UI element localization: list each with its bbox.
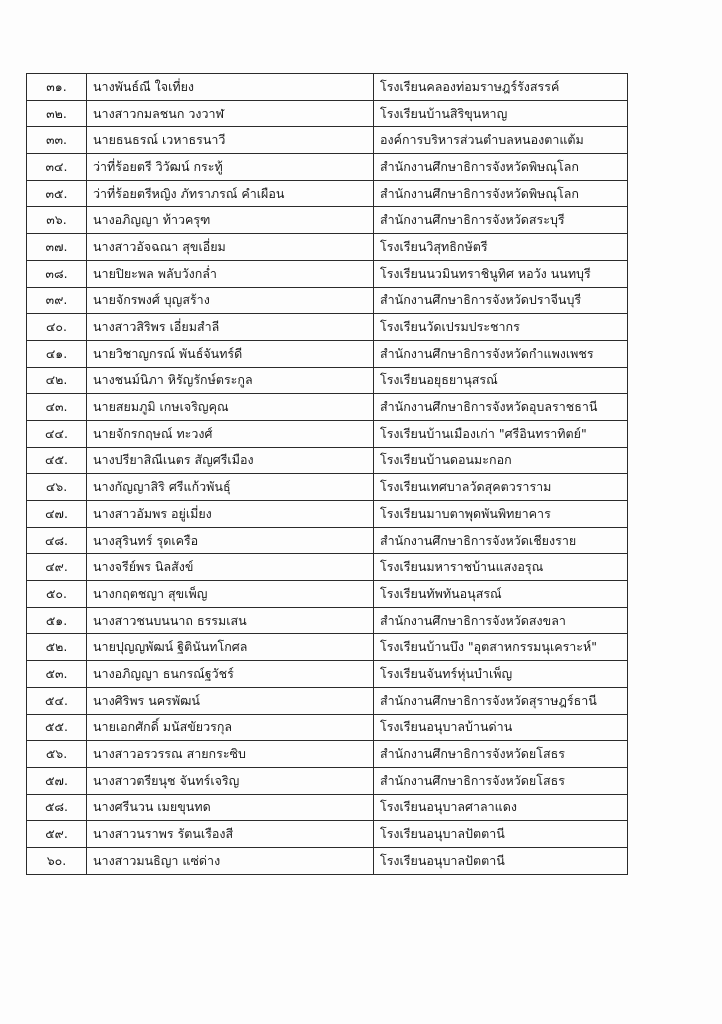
organization-cell: โรงเรียนอนุบาลปัตตานี	[374, 847, 628, 874]
table-row	[27, 340, 628, 367]
person-name-cell: นางอภิญญา ท้าวครุฑ	[87, 207, 374, 234]
row-number-cell: ๕๙.	[27, 821, 87, 848]
table-row	[27, 100, 628, 127]
table-row	[27, 394, 628, 421]
table-row	[27, 127, 628, 154]
row-number-cell: ๓๓.	[27, 127, 87, 154]
person-name-cell: นางสาวชนบนนาถ ธรรมเสน	[87, 607, 374, 634]
row-number-cell: ๕๐.	[27, 581, 87, 608]
person-name-cell: นางกัญญาสิริ ศรีแก้วพันธุ์	[87, 474, 374, 501]
organization-cell: โรงเรียนอยุธยานุสรณ์	[374, 367, 628, 394]
person-name-cell: นางสาวตรียนุช จันทร์เจริญ	[87, 767, 374, 794]
table-row	[27, 767, 628, 794]
organization-cell: โรงเรียนบ้านสิริขุนหาญ	[374, 100, 628, 127]
row-number-cell: ๔๗.	[27, 501, 87, 528]
organization-cell: โรงเรียนมหาราชบ้านแสงอรุณ	[374, 554, 628, 581]
organization-cell: สำนักงานศึกษาธิการจังหวัดพิษณุโลก	[374, 180, 628, 207]
row-number-cell: ๓๗.	[27, 234, 87, 261]
organization-cell: โรงเรียนบ้านบึง "อุตสาหกรรมนุเคราะห์"	[374, 634, 628, 661]
row-number-cell: ๕๑.	[27, 607, 87, 634]
row-number-cell: ๔๘.	[27, 527, 87, 554]
table-row	[27, 447, 628, 474]
row-number-cell: ๓๕.	[27, 180, 87, 207]
table-row	[27, 634, 628, 661]
table-row	[27, 527, 628, 554]
row-number-cell: ๓๘.	[27, 260, 87, 287]
organization-cell: โรงเรียนทัพทันอนุสรณ์	[374, 581, 628, 608]
table-row	[27, 154, 628, 181]
table-row	[27, 420, 628, 447]
table-row	[27, 607, 628, 634]
table-row	[27, 661, 628, 688]
organization-cell: สำนักงานศึกษาธิการจังหวัดสงขลา	[374, 607, 628, 634]
row-number-cell: ๔๐.	[27, 314, 87, 341]
person-name-cell: นางจรีย์พร นิลสังข์	[87, 554, 374, 581]
row-number-cell: ๕๖.	[27, 741, 87, 768]
organization-cell: โรงเรียนอนุบาลศาลาแดง	[374, 794, 628, 821]
row-number-cell: ๕๔.	[27, 687, 87, 714]
organization-cell: โรงเรียนอนุบาลบ้านด่าน	[374, 714, 628, 741]
row-number-cell: ๓๖.	[27, 207, 87, 234]
row-number-cell: ๕๗.	[27, 767, 87, 794]
person-name-cell: นางสาวมนธิญา แซ่ด่าง	[87, 847, 374, 874]
table-row	[27, 234, 628, 261]
organization-cell: สำนักงานศึกษาธิการจังหวัดอุบลราชธานี	[374, 394, 628, 421]
table-row	[27, 794, 628, 821]
organization-cell: โรงเรียนคลองท่อมราษฎร์รังสรรค์	[374, 74, 628, 101]
organization-cell: สำนักงานศึกษาธิการจังหวัดพิษณุโลก	[374, 154, 628, 181]
person-name-cell: นายปิยะพล พลับวังกล่ำ	[87, 260, 374, 287]
table-row	[27, 581, 628, 608]
person-name-cell: นางสาวกมลชนก วงวาฬ	[87, 100, 374, 127]
person-name-cell: นางพันธ์ณี ใจเที่ยง	[87, 74, 374, 101]
roster-table	[26, 73, 628, 875]
organization-cell: โรงเรียนวัดเปรมประชากร	[374, 314, 628, 341]
table-row	[27, 314, 628, 341]
person-name-cell: นายสยมภูมิ เกษเจริญคุณ	[87, 394, 374, 421]
row-number-cell: ๓๒.	[27, 100, 87, 127]
row-number-cell: ๔๒.	[27, 367, 87, 394]
organization-cell: โรงเรียนนวมินทราชินูทิศ หอวัง นนทบุรี	[374, 260, 628, 287]
row-number-cell: ๔๓.	[27, 394, 87, 421]
table-row	[27, 554, 628, 581]
table-row	[27, 687, 628, 714]
person-name-cell: นายเอกศักดิ์ มนัสขัยวรกุล	[87, 714, 374, 741]
organization-cell: โรงเรียนวิสุทธิกษัตรี	[374, 234, 628, 261]
table-row	[27, 180, 628, 207]
person-name-cell: นางสาวอัมพร อยู่เมี่ยง	[87, 501, 374, 528]
row-number-cell: ๓๑.	[27, 74, 87, 101]
organization-cell: สำนักงานศึกษาธิการจังหวัดเชียงราย	[374, 527, 628, 554]
organization-cell: โรงเรียนเทศบาลวัดสุคตวราราม	[374, 474, 628, 501]
table-row	[27, 367, 628, 394]
row-number-cell: ๕๒.	[27, 634, 87, 661]
person-name-cell: นายจักรพงศ์ บุญสร้าง	[87, 287, 374, 314]
organization-cell: สำนักงานศึกษาธิการจังหวัดกำแพงเพชร	[374, 340, 628, 367]
person-name-cell: นางชนม์นิภา หิรัญรักษ์ตระกูล	[87, 367, 374, 394]
organization-cell: โรงเรียนบ้านเมืองเก่า "ศรีอินทราทิตย์"	[374, 420, 628, 447]
row-number-cell: ๓๙.	[27, 287, 87, 314]
person-name-cell: นายวิชาญกรณ์ พันธ์จันทร์ดี	[87, 340, 374, 367]
roster-table-body	[27, 74, 628, 875]
person-name-cell: นางศิริพร นครพัฒน์	[87, 687, 374, 714]
row-number-cell: ๕๓.	[27, 661, 87, 688]
organization-cell: องค์การบริหารส่วนตำบลหนองตาแต้ม	[374, 127, 628, 154]
person-name-cell: นายจักรกฤษณ์ ทะวงศ์	[87, 420, 374, 447]
person-name-cell: นายธนธรณ์ เวหาธรนาวี	[87, 127, 374, 154]
table-row	[27, 260, 628, 287]
organization-cell: สำนักงานศึกษาธิการจังหวัดยโสธร	[374, 741, 628, 768]
row-number-cell: ๕๘.	[27, 794, 87, 821]
person-name-cell: นางสาวอรวรรณ สายกระซิบ	[87, 741, 374, 768]
row-number-cell: ๔๕.	[27, 447, 87, 474]
table-row	[27, 74, 628, 101]
organization-cell: โรงเรียนบ้านดอนมะกอก	[374, 447, 628, 474]
person-name-cell: นางสาวนราพร รัตนเรืองสี	[87, 821, 374, 848]
row-number-cell: ๔๔.	[27, 420, 87, 447]
organization-cell: สำนักงานศึกษาธิการจังหวัดยโสธร	[374, 767, 628, 794]
organization-cell: โรงเรียนจันทร์หุ่นบำเพ็ญ	[374, 661, 628, 688]
organization-cell: โรงเรียนอนุบาลปัตตานี	[374, 821, 628, 848]
row-number-cell: ๕๕.	[27, 714, 87, 741]
row-number-cell: ๔๑.	[27, 340, 87, 367]
person-name-cell: นางศรีนวน เมยขุนทด	[87, 794, 374, 821]
organization-cell: สำนักงานศึกษาธิการจังหวัดปราจีนบุรี	[374, 287, 628, 314]
table-row	[27, 501, 628, 528]
person-name-cell: ว่าที่ร้อยตรีหญิง ภัทราภรณ์ คำเผือน	[87, 180, 374, 207]
table-row	[27, 207, 628, 234]
person-name-cell: นางอภิญญา ธนกรณ์ฐวัชร์	[87, 661, 374, 688]
person-name-cell: นางกฤตชญา สุขเพ็ญ	[87, 581, 374, 608]
table-row	[27, 821, 628, 848]
person-name-cell: ว่าที่ร้อยตรี วิวัฒน์ กระทู้	[87, 154, 374, 181]
table-row	[27, 847, 628, 874]
table-row	[27, 474, 628, 501]
organization-cell: สำนักงานศึกษาธิการจังหวัดสระบุรี	[374, 207, 628, 234]
row-number-cell: ๔๙.	[27, 554, 87, 581]
table-row	[27, 714, 628, 741]
table-row	[27, 287, 628, 314]
table-row	[27, 741, 628, 768]
person-name-cell: นางสาวอัจฉณา สุขเอี่ยม	[87, 234, 374, 261]
organization-cell: สำนักงานศึกษาธิการจังหวัดสุราษฎร์ธานี	[374, 687, 628, 714]
row-number-cell: ๖๐.	[27, 847, 87, 874]
row-number-cell: ๔๖.	[27, 474, 87, 501]
person-name-cell: นางปรียาสิณีเนตร สัญศรีเมือง	[87, 447, 374, 474]
person-name-cell: นายปุญญพัฒน์ ฐิตินันทโกศล	[87, 634, 374, 661]
person-name-cell: นางสาวสิริพร เอี่ยมสำลี	[87, 314, 374, 341]
person-name-cell: นางสุรินทร์ รุดเครือ	[87, 527, 374, 554]
row-number-cell: ๓๔.	[27, 154, 87, 181]
organization-cell: โรงเรียนมาบตาพุดพันพิทยาคาร	[374, 501, 628, 528]
